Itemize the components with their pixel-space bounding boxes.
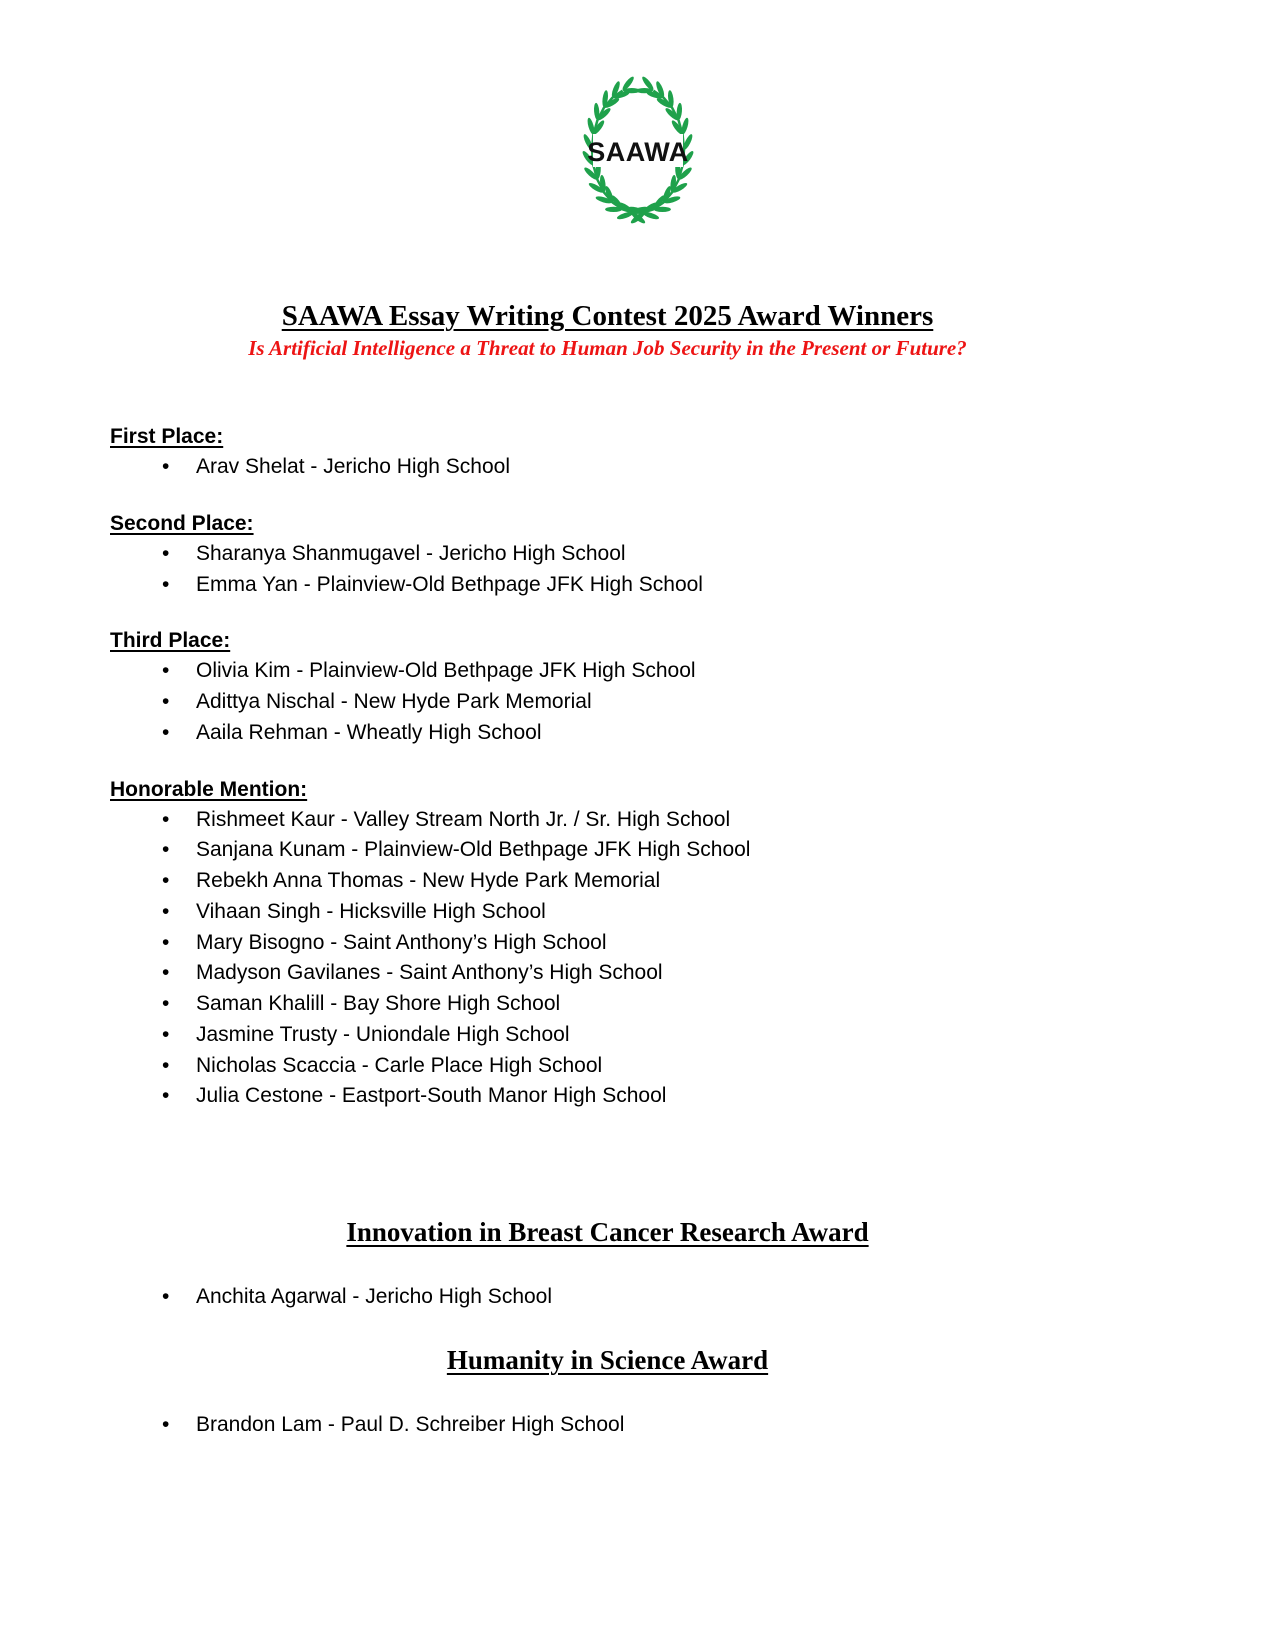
- winners-list-honorable-mention: [110, 805, 1105, 1113]
- winners-list-second-place: [110, 539, 1105, 601]
- winner-item: [162, 656, 1105, 687]
- winner-text: Emma Yan - Plainview-Old Bethpage JFK High School: [196, 572, 703, 596]
- award-heading-humanity-in-science: Humanity in Science Award: [446, 1344, 769, 1375]
- winner-text: Nicholas Scaccia - Carle Place High School: [196, 1053, 603, 1077]
- bullet-icon: •: [162, 572, 170, 596]
- document-title: SAAWA Essay Writing Contest 2025 Award Winners: [281, 300, 934, 332]
- winner-text: Mary Bisogno - Saint Anthony’s High School: [196, 930, 607, 954]
- winner-text: Anchita Agarwal - Jericho High School: [196, 1285, 553, 1308]
- winner-item: [162, 897, 1105, 928]
- winner-text: Julia Cestone - Eastport-South Manor High School: [196, 1084, 667, 1108]
- winner-text: Sanjana Kunam - Plainview-Old Bethpage JFK High School: [196, 838, 751, 862]
- winner-text: Adittya Nischal - New Hyde Park Memorial: [196, 690, 592, 713]
- bullet-icon: •: [162, 992, 170, 1015]
- winner-item: [162, 1410, 1105, 1441]
- winner-item: [162, 866, 1105, 897]
- bullet-icon: •: [162, 838, 170, 862]
- section-third-place: [110, 627, 1105, 748]
- award-winners-list-breast-cancer: [110, 1282, 1105, 1313]
- essay-prompt-subtitle: Is Artificial Intelligence a Threat to Human Job Security in the Present or Future?: [248, 336, 967, 360]
- winner-item: [162, 1051, 1105, 1082]
- bullet-icon: •: [162, 1285, 170, 1308]
- award-winners-list-humanity: [110, 1410, 1105, 1441]
- section-second-place: [110, 510, 1105, 601]
- winner-text: Rebekh Anna Thomas - New Hyde Park Memorial: [196, 869, 661, 892]
- winner-item: [162, 539, 1105, 570]
- bullet-icon: •: [162, 720, 170, 744]
- section-heading-first-place: First Place:: [110, 425, 224, 448]
- winner-text: Saman Khalill - Bay Shore High School: [196, 992, 561, 1015]
- winner-item: [162, 452, 1105, 483]
- winner-item: [162, 687, 1105, 718]
- winner-item: [162, 1081, 1105, 1112]
- bullet-icon: •: [162, 869, 170, 892]
- bullet-icon: •: [162, 455, 170, 478]
- bullet-icon: •: [162, 961, 170, 985]
- section-heading-third-place: Third Place:: [110, 629, 231, 653]
- bullet-icon: •: [162, 807, 170, 831]
- saawa-logo: [0, 70, 1275, 228]
- winner-text: Brandon Lam - Paul D. Schreiber High School: [196, 1412, 625, 1436]
- winner-item: [162, 835, 1105, 866]
- logo-text: SAAWA: [586, 137, 689, 167]
- winner-item: [162, 958, 1105, 989]
- laurel-wreath-icon: [572, 70, 704, 228]
- section-heading-honorable-mention: Honorable Mention:: [110, 777, 308, 801]
- bullet-icon: •: [162, 541, 170, 565]
- winner-text: Olivia Kim - Plainview-Old Bethpage JFK High School: [196, 659, 696, 683]
- bullet-icon: •: [162, 1084, 170, 1108]
- winners-list-third-place: [110, 656, 1105, 748]
- bullet-icon: •: [162, 930, 170, 954]
- winner-item: [162, 718, 1105, 749]
- bullet-icon: •: [162, 1412, 170, 1436]
- bullet-icon: •: [162, 1022, 170, 1046]
- winners-list-first-place: [110, 452, 1105, 483]
- section-first-place: [110, 423, 1105, 483]
- placement-sections: [110, 423, 1105, 1112]
- winner-item: [162, 1282, 1105, 1313]
- winner-text: Aaila Rehman - Wheatly High School: [196, 720, 542, 744]
- bullet-icon: •: [162, 659, 170, 683]
- section-honorable-mention: [110, 776, 1105, 1113]
- winner-text: Sharanya Shanmugavel - Jericho High School: [196, 541, 626, 565]
- winner-item: [162, 989, 1105, 1020]
- winner-text: Vihaan Singh - Hicksville High School: [196, 899, 546, 923]
- section-heading-second-place: Second Place:: [110, 511, 254, 535]
- document-content: [0, 300, 1275, 1441]
- winner-text: Arav Shelat - Jericho High School: [196, 455, 510, 478]
- winner-text: Rishmeet Kaur - Valley Stream North Jr. / Sr. High School: [196, 807, 731, 831]
- winner-item: [162, 805, 1105, 836]
- award-heading-breast-cancer-research: Innovation in Breast Cancer Research Award: [346, 1217, 869, 1247]
- winner-item: [162, 1020, 1105, 1051]
- bullet-icon: •: [162, 1053, 170, 1077]
- winner-text: Jasmine Trusty - Uniondale High School: [196, 1022, 570, 1046]
- bullet-icon: •: [162, 899, 170, 923]
- winner-item: [162, 928, 1105, 959]
- bullet-icon: •: [162, 690, 170, 713]
- winner-item: [162, 570, 1105, 601]
- winner-text: Madyson Gavilanes - Saint Anthony’s High School: [196, 961, 663, 985]
